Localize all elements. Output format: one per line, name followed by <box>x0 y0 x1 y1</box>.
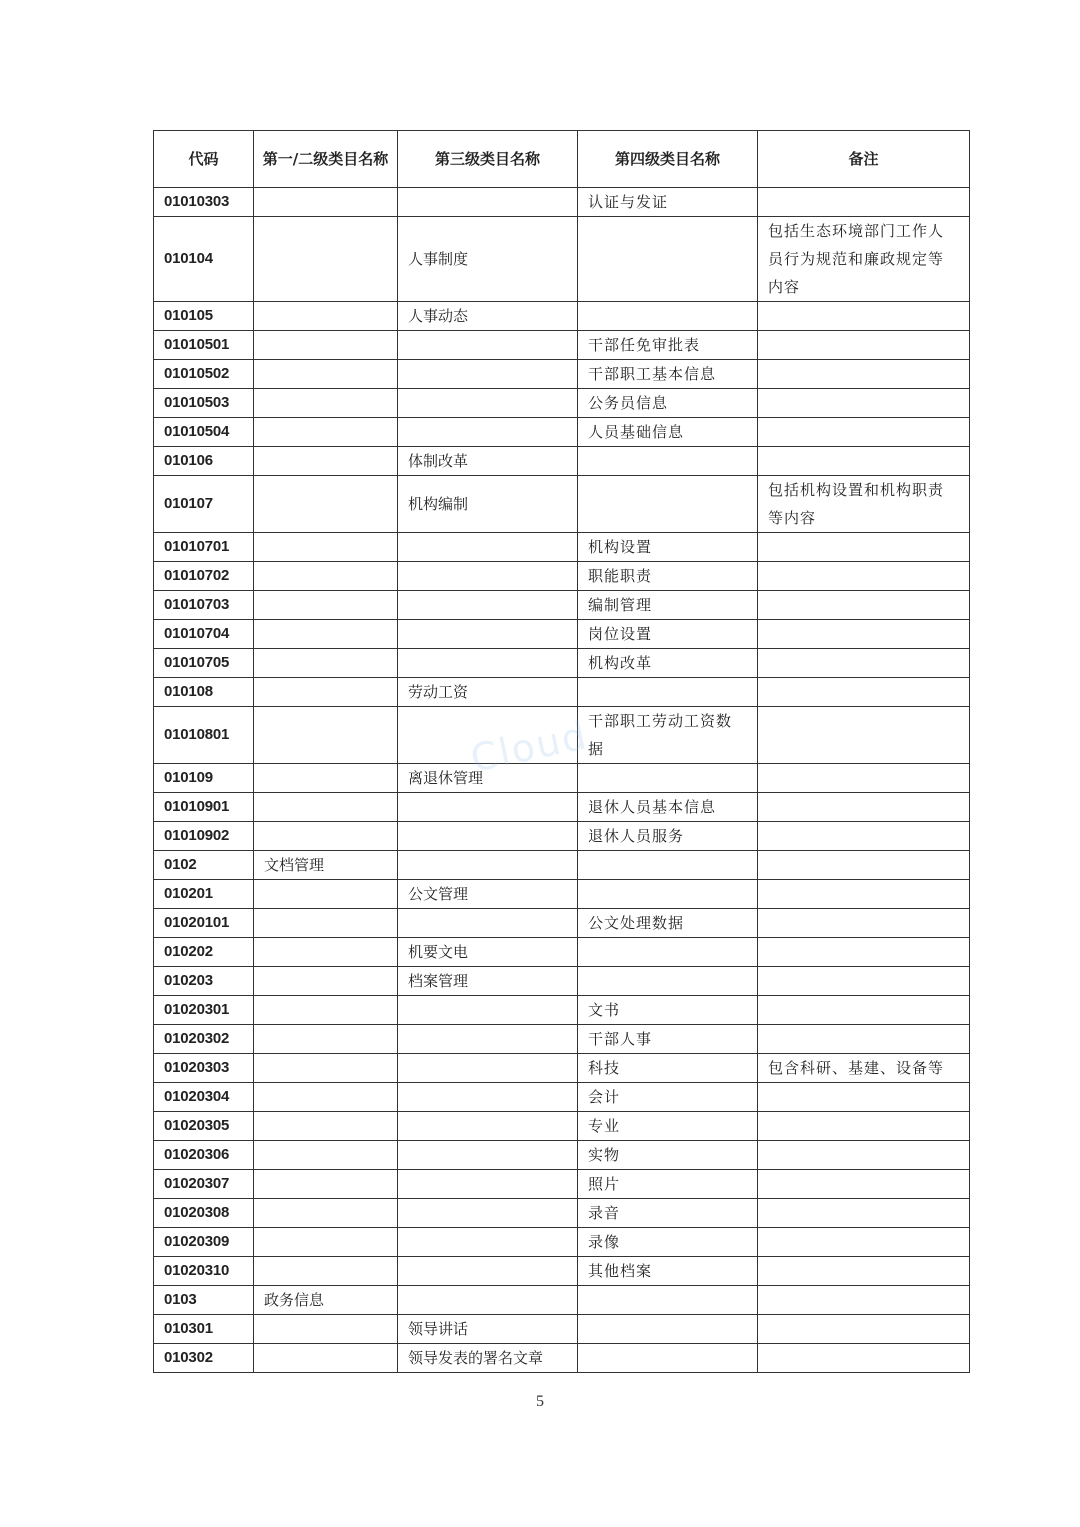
code-cell: 01010501 <box>154 331 254 360</box>
code-cell: 01020302 <box>154 1025 254 1054</box>
table-row <box>154 302 970 331</box>
code-cell: 01010503 <box>154 389 254 418</box>
level3-cell <box>398 1083 578 1112</box>
level3-cell <box>398 1054 578 1083</box>
note-cell <box>758 418 970 447</box>
level12-cell <box>254 822 398 851</box>
level4-cell: 干部职工劳动工资数据 <box>578 707 758 764</box>
level12-cell <box>254 1257 398 1286</box>
note-cell: 包括生态环境部门工作人员行为规范和廉政规定等内容 <box>758 217 970 302</box>
level4-cell <box>578 938 758 967</box>
level4-cell: 机构改革 <box>578 649 758 678</box>
level3-cell: 人事制度 <box>398 217 578 302</box>
level4-cell: 会计 <box>578 1083 758 1112</box>
table-row <box>154 707 970 764</box>
level4-cell: 编制管理 <box>578 591 758 620</box>
level4-cell: 录音 <box>578 1199 758 1228</box>
code-cell: 01020305 <box>154 1112 254 1141</box>
note-cell: 包括机构设置和机构职责等内容 <box>758 476 970 533</box>
level3-cell <box>398 1228 578 1257</box>
note-cell <box>758 1257 970 1286</box>
level3-cell <box>398 533 578 562</box>
code-cell: 01020101 <box>154 909 254 938</box>
level4-cell <box>578 476 758 533</box>
level3-cell <box>398 418 578 447</box>
table-row <box>154 1344 970 1373</box>
level3-cell <box>398 649 578 678</box>
note-cell <box>758 822 970 851</box>
note-cell <box>758 1170 970 1199</box>
level4-cell: 公文处理数据 <box>578 909 758 938</box>
level12-cell <box>254 793 398 822</box>
code-cell: 010106 <box>154 447 254 476</box>
level12-cell <box>254 591 398 620</box>
table-row <box>154 1228 970 1257</box>
level12-cell <box>254 1141 398 1170</box>
level3-cell <box>398 188 578 217</box>
table-row <box>154 591 970 620</box>
table-row <box>154 562 970 591</box>
header-level12: 第一/二级类目名称 <box>254 131 398 188</box>
note-cell <box>758 649 970 678</box>
table-row <box>154 1083 970 1112</box>
level3-cell: 人事动态 <box>398 302 578 331</box>
level4-cell <box>578 678 758 707</box>
level4-cell: 干部人事 <box>578 1025 758 1054</box>
level12-cell <box>254 678 398 707</box>
level3-cell <box>398 331 578 360</box>
note-cell <box>758 967 970 996</box>
note-cell <box>758 360 970 389</box>
table-row <box>154 360 970 389</box>
level12-cell: 政务信息 <box>254 1286 398 1315</box>
level12-cell <box>254 533 398 562</box>
table-row <box>154 188 970 217</box>
level4-cell: 人员基础信息 <box>578 418 758 447</box>
table-row <box>154 331 970 360</box>
level3-cell <box>398 1025 578 1054</box>
code-cell: 0103 <box>154 1286 254 1315</box>
table-row <box>154 649 970 678</box>
note-cell <box>758 447 970 476</box>
level4-cell: 科技 <box>578 1054 758 1083</box>
code-cell: 010301 <box>154 1315 254 1344</box>
table-row <box>154 620 970 649</box>
level4-cell <box>578 217 758 302</box>
table-header-row <box>154 131 970 188</box>
note-cell <box>758 1228 970 1257</box>
level3-cell <box>398 1141 578 1170</box>
note-cell <box>758 909 970 938</box>
note-cell <box>758 302 970 331</box>
code-cell: 01010902 <box>154 822 254 851</box>
level3-cell: 公文管理 <box>398 880 578 909</box>
level12-cell: 文档管理 <box>254 851 398 880</box>
level12-cell <box>254 967 398 996</box>
table-row <box>154 1257 970 1286</box>
level12-cell <box>254 302 398 331</box>
level4-cell: 干部任免审批表 <box>578 331 758 360</box>
level12-cell <box>254 389 398 418</box>
level4-cell: 录像 <box>578 1228 758 1257</box>
note-cell <box>758 851 970 880</box>
note-cell <box>758 880 970 909</box>
code-cell: 01010703 <box>154 591 254 620</box>
code-cell: 010201 <box>154 880 254 909</box>
level4-cell: 文书 <box>578 996 758 1025</box>
level12-cell <box>254 649 398 678</box>
level12-cell <box>254 360 398 389</box>
table-row <box>154 476 970 533</box>
note-cell <box>758 533 970 562</box>
level4-cell: 认证与发证 <box>578 188 758 217</box>
code-cell: 010202 <box>154 938 254 967</box>
level12-cell <box>254 1315 398 1344</box>
table-row <box>154 447 970 476</box>
level12-cell <box>254 447 398 476</box>
code-cell: 01010303 <box>154 188 254 217</box>
note-cell <box>758 764 970 793</box>
note-cell <box>758 562 970 591</box>
level3-cell <box>398 591 578 620</box>
level12-cell <box>254 909 398 938</box>
level3-cell: 机要文电 <box>398 938 578 967</box>
table-row <box>154 678 970 707</box>
level12-cell <box>254 880 398 909</box>
code-cell: 01010901 <box>154 793 254 822</box>
code-cell: 01020310 <box>154 1257 254 1286</box>
level4-cell: 专业 <box>578 1112 758 1141</box>
table-row <box>154 217 970 302</box>
level12-cell <box>254 1199 398 1228</box>
table-row <box>154 389 970 418</box>
table-row <box>154 1286 970 1315</box>
code-cell: 01020306 <box>154 1141 254 1170</box>
note-cell <box>758 1112 970 1141</box>
table-row <box>154 1054 970 1083</box>
level3-cell <box>398 851 578 880</box>
table-row <box>154 822 970 851</box>
note-cell <box>758 389 970 418</box>
note-cell <box>758 331 970 360</box>
level4-cell <box>578 967 758 996</box>
table-row <box>154 1170 970 1199</box>
table-row <box>154 1112 970 1141</box>
table-row <box>154 764 970 793</box>
note-cell <box>758 707 970 764</box>
table-row <box>154 967 970 996</box>
code-cell: 01010504 <box>154 418 254 447</box>
level3-cell: 离退休管理 <box>398 764 578 793</box>
header-level3: 第三级类目名称 <box>398 131 578 188</box>
level4-cell <box>578 302 758 331</box>
level12-cell <box>254 707 398 764</box>
code-cell: 01010702 <box>154 562 254 591</box>
note-cell <box>758 678 970 707</box>
level3-cell: 劳动工资 <box>398 678 578 707</box>
level4-cell: 照片 <box>578 1170 758 1199</box>
level3-cell <box>398 793 578 822</box>
level3-cell <box>398 389 578 418</box>
note-cell <box>758 591 970 620</box>
table-row <box>154 533 970 562</box>
code-cell: 010203 <box>154 967 254 996</box>
table-row <box>154 909 970 938</box>
note-cell: 包含科研、基建、设备等 <box>758 1054 970 1083</box>
level12-cell <box>254 938 398 967</box>
table-row <box>154 938 970 967</box>
watermark: Cloud <box>466 713 592 781</box>
level12-cell <box>254 418 398 447</box>
code-cell: 01010502 <box>154 360 254 389</box>
level12-cell <box>254 562 398 591</box>
code-cell: 010302 <box>154 1344 254 1373</box>
code-cell: 01010701 <box>154 533 254 562</box>
level4-cell: 公务员信息 <box>578 389 758 418</box>
note-cell <box>758 1199 970 1228</box>
level12-cell <box>254 1025 398 1054</box>
table-row <box>154 1199 970 1228</box>
level12-cell <box>254 1112 398 1141</box>
header-level4: 第四级类目名称 <box>578 131 758 188</box>
note-cell <box>758 1344 970 1373</box>
level12-cell <box>254 1228 398 1257</box>
level12-cell <box>254 764 398 793</box>
level4-cell: 岗位设置 <box>578 620 758 649</box>
level12-cell <box>254 1344 398 1373</box>
code-cell: 01020308 <box>154 1199 254 1228</box>
level12-cell <box>254 217 398 302</box>
level3-cell <box>398 1199 578 1228</box>
header-note: 备注 <box>758 131 970 188</box>
code-cell: 01020309 <box>154 1228 254 1257</box>
note-cell <box>758 1083 970 1112</box>
level4-cell: 退休人员服务 <box>578 822 758 851</box>
level3-cell <box>398 562 578 591</box>
code-cell: 01010801 <box>154 707 254 764</box>
code-cell: 01020301 <box>154 996 254 1025</box>
code-cell: 01020307 <box>154 1170 254 1199</box>
code-cell: 010105 <box>154 302 254 331</box>
table-row <box>154 851 970 880</box>
code-cell: 01010704 <box>154 620 254 649</box>
code-cell: 01020303 <box>154 1054 254 1083</box>
note-cell <box>758 1286 970 1315</box>
table-row <box>154 996 970 1025</box>
level4-cell <box>578 1286 758 1315</box>
level3-cell <box>398 1286 578 1315</box>
level3-cell <box>398 996 578 1025</box>
table-row <box>154 880 970 909</box>
level3-cell: 领导发表的署名文章 <box>398 1344 578 1373</box>
header-code: 代码 <box>154 131 254 188</box>
code-cell: 010108 <box>154 678 254 707</box>
level12-cell <box>254 996 398 1025</box>
table-row <box>154 418 970 447</box>
level4-cell: 机构设置 <box>578 533 758 562</box>
level4-cell: 职能职责 <box>578 562 758 591</box>
code-cell: 010109 <box>154 764 254 793</box>
note-cell <box>758 793 970 822</box>
level12-cell <box>254 620 398 649</box>
note-cell <box>758 620 970 649</box>
level3-cell <box>398 1257 578 1286</box>
level4-cell <box>578 764 758 793</box>
level3-cell <box>398 822 578 851</box>
level12-cell <box>254 188 398 217</box>
code-cell: 010107 <box>154 476 254 533</box>
level12-cell <box>254 331 398 360</box>
level3-cell <box>398 909 578 938</box>
level12-cell <box>254 1054 398 1083</box>
level4-cell <box>578 1315 758 1344</box>
page-number: 5 <box>536 1393 544 1410</box>
level4-cell <box>578 851 758 880</box>
level3-cell <box>398 620 578 649</box>
level4-cell: 实物 <box>578 1141 758 1170</box>
level3-cell: 领导讲话 <box>398 1315 578 1344</box>
level12-cell <box>254 476 398 533</box>
level12-cell <box>254 1170 398 1199</box>
table-row <box>154 1315 970 1344</box>
level3-cell <box>398 360 578 389</box>
level4-cell <box>578 880 758 909</box>
level4-cell <box>578 1344 758 1373</box>
level3-cell <box>398 1112 578 1141</box>
level3-cell <box>398 1170 578 1199</box>
code-cell: 0102 <box>154 851 254 880</box>
note-cell <box>758 188 970 217</box>
level4-cell: 其他档案 <box>578 1257 758 1286</box>
level3-cell: 机构编制 <box>398 476 578 533</box>
level3-cell <box>398 707 578 764</box>
level12-cell <box>254 1083 398 1112</box>
code-cell: 01020304 <box>154 1083 254 1112</box>
note-cell <box>758 1141 970 1170</box>
level4-cell <box>578 447 758 476</box>
code-cell: 010104 <box>154 217 254 302</box>
level3-cell: 档案管理 <box>398 967 578 996</box>
table-row <box>154 793 970 822</box>
note-cell <box>758 1315 970 1344</box>
table-row <box>154 1025 970 1054</box>
level3-cell: 体制改革 <box>398 447 578 476</box>
table-row <box>154 1141 970 1170</box>
note-cell <box>758 938 970 967</box>
level4-cell: 干部职工基本信息 <box>578 360 758 389</box>
note-cell <box>758 996 970 1025</box>
level4-cell: 退休人员基本信息 <box>578 793 758 822</box>
note-cell <box>758 1025 970 1054</box>
catalog-table <box>153 130 970 1373</box>
code-cell: 01010705 <box>154 649 254 678</box>
